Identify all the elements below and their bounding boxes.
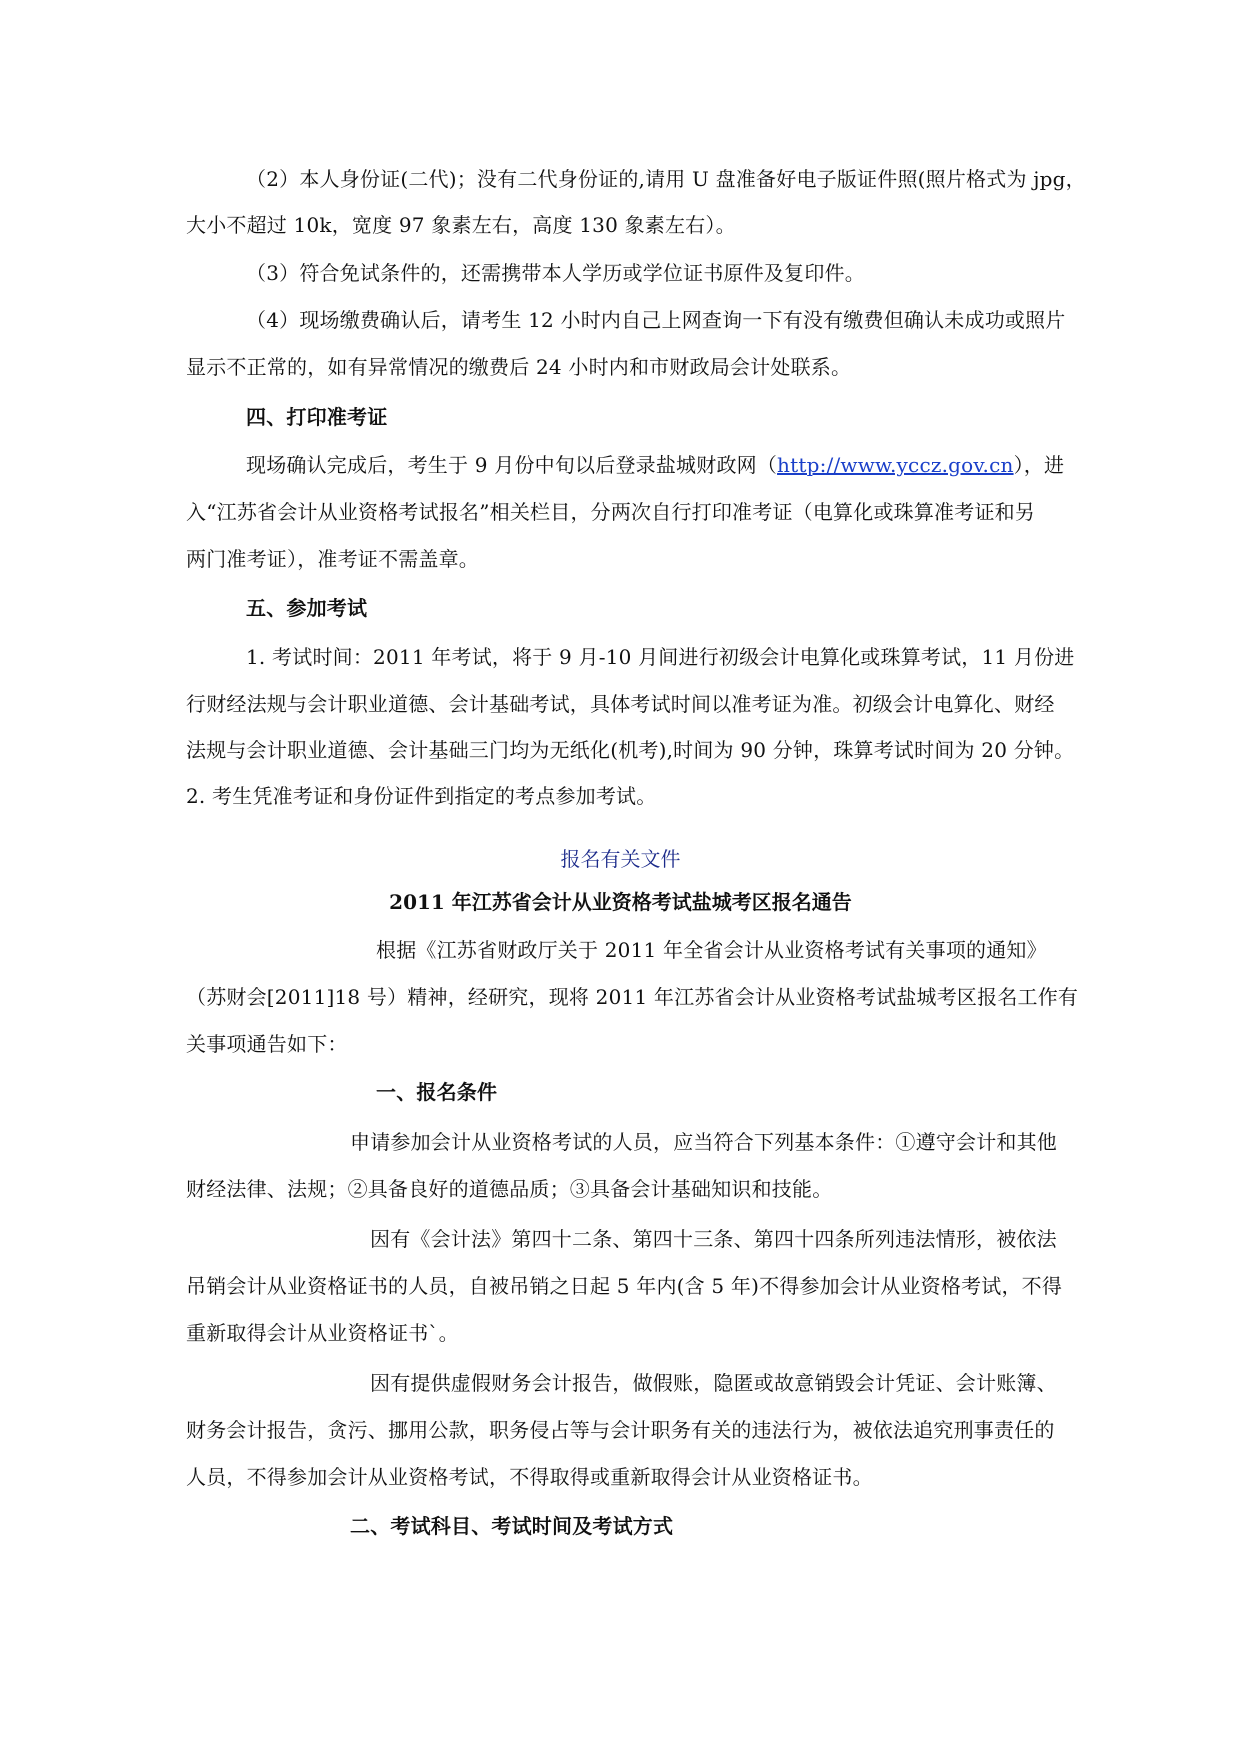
section4-heading: 四、打印准考证: [246, 405, 388, 429]
section4-line1-before: 现场确认完成后，考生于 9 月份中旬以后登录盐城财政网（: [246, 453, 778, 477]
intro-line1: 根据《江苏省财政厅关于 2011 年全省会计从业资格考试有关事项的通知》: [376, 938, 1047, 962]
notice-main-title: 2011 年江苏省会计从业资格考试盐城考区报名通告: [389, 890, 852, 914]
yccz-website-link[interactable]: http://www.yccz.gov.cn: [777, 453, 1014, 477]
section5-line1: 1. 考试时间：2011 年考试，将于 9 月-10 月间进行初级会计电算化或珠算考试，11 月份进: [246, 645, 1075, 669]
section5-line3: 法规与会计职业道德、会计基础三门均为无纸化(机考),时间为 90 分钟，珠算考试时间为 20 分钟。: [186, 738, 1075, 762]
para2-line2: 吊销会计从业资格证书的人员，自被吊销之日起 5 年内(含 5 年)不得参加会计从业资格考试，不得: [186, 1274, 1063, 1298]
para1-line2: 财经法律、法规；②具备良好的道德品质；③具备会计基础知识和技能。: [186, 1177, 833, 1201]
docs-title: 报名有关文件: [560, 847, 681, 871]
section4-line3: 两门准考证），准考证不需盖章。: [186, 547, 479, 571]
item2-line2: 大小不超过 10k，宽度 97 象素左右，高度 130 象素左右）。: [186, 213, 736, 237]
item2-line1: （2）本人身份证(二代)；没有二代身份证的,请用 U 盘准备好电子版证件照(照片格式为 jpg，: [246, 167, 1086, 191]
section4-line1: [246, 451, 1064, 479]
section5-line4: 2. 考生凭准考证和身份证件到指定的考点参加考试。: [186, 784, 657, 808]
para3-line2: 财务会计报告，贪污、挪用公款，职务侵占等与会计职务有关的违法行为，被依法追究刑事责任的: [186, 1418, 1055, 1442]
item4-line2: 显示不正常的，如有异常情况的缴费后 24 小时内和市财政局会计处联系。: [186, 355, 852, 379]
section4-line2: 入“江苏省会计从业资格考试报名”相关栏目，分两次自行打印准考证（电算化或珠算准考证和另: [186, 500, 1036, 524]
item3-text: （3）符合免试条件的，还需携带本人学历或学位证书原件及复印件。: [246, 261, 865, 285]
para2-line3: 重新取得会计从业资格证书`。: [186, 1321, 459, 1345]
sec2-heading: 二、考试科目、考试时间及考试方式: [350, 1514, 674, 1538]
para2-line1: 因有《会计法》第四十二条、第四十三条、第四十四条所列违法情形，被依法: [370, 1227, 1057, 1251]
para3-line1: 因有提供虚假财务会计报告，做假账，隐匿或故意销毁会计凭证、会计账簿、: [370, 1371, 1057, 1395]
section5-line2: 行财经法规与会计职业道德、会计基础考试，具体考试时间以准考证为准。初级会计电算化、财经: [186, 692, 1055, 716]
intro-line3: 关事项通告如下：: [186, 1032, 348, 1056]
section4-line1-after: ），进: [1013, 453, 1065, 477]
sec1-heading: 一、报名条件: [376, 1080, 498, 1104]
item4-line1: （4）现场缴费确认后，请考生 12 小时内自己上网查询一下有没有缴费但确认未成功或照片: [246, 308, 1066, 332]
section5-heading: 五、参加考试: [246, 596, 368, 620]
intro-line2: （苏财会[2011]18 号）精神，经研究，现将 2011 年江苏省会计从业资格考试盐城考区报名工作有: [186, 985, 1079, 1009]
para1-line1: 申请参加会计从业资格考试的人员，应当符合下列基本条件：①遵守会计和其他: [350, 1130, 1057, 1154]
para3-line3: 人员，不得参加会计从业资格考试，不得取得或重新取得会计从业资格证书。: [186, 1465, 873, 1489]
